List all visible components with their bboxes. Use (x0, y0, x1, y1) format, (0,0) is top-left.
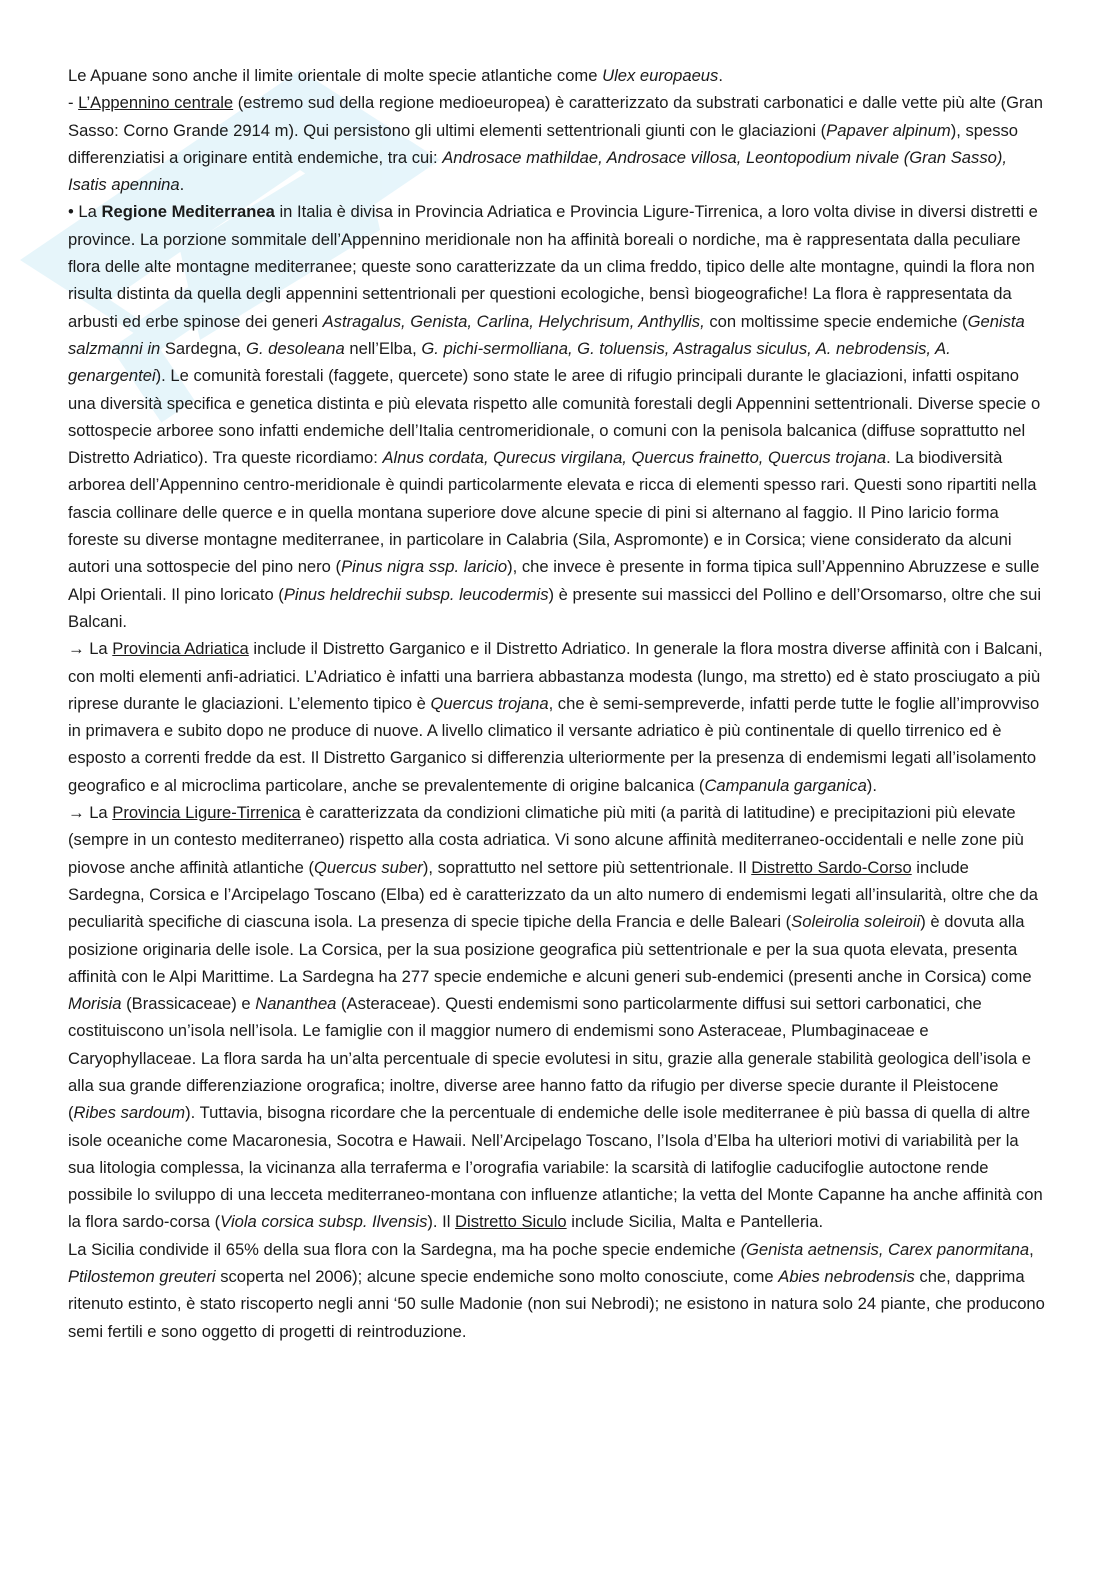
text-run: Nananthea (255, 994, 337, 1014)
text-run: L’Appennino centrale (78, 93, 234, 113)
text-run: Pinus heldrechii subsp. leucodermis (283, 584, 549, 604)
text-run: → La (68, 639, 113, 659)
text-run: ). (866, 775, 877, 795)
text-run: Soleirolia soleiroii (791, 912, 921, 932)
paragraph (68, 799, 1048, 1236)
text-run: Regione Mediterranea (101, 202, 275, 222)
text-run: Papaver alpinum (826, 120, 951, 140)
text-run: Campanula garganica (704, 775, 867, 795)
paragraph (68, 62, 1048, 89)
text-run: nell’Elba, (344, 338, 422, 358)
text-run: Alnus cordata, Qurecus virgilana, Quercus frainetto, Quercus trojana (382, 448, 887, 468)
text-run: include Sicilia, Malta e Pantelleria. (566, 1212, 824, 1232)
text-run: , (1029, 1239, 1034, 1259)
text-run: è caratterizzata da condizioni climatiche più miti (a parità di latitudine) e precipitazioni più elevate (sempre in un contesto mediterraneo) rispetto alla costa adriatica. Vi sono alcune affinità mediterraneo-occidentali e nelle zone più piovose anche affinità atlantiche ( (68, 803, 1024, 877)
text-run: include Sardegna, Corsica e l’Arcipelago Toscano (Elba) ed è caratterizzato da un alto numero di endemismi legati all’insularità, oltre che da peculiarità specifiche di ciascuna isola. La presenza di specie tipiche della Francia e delle Baleari ( (68, 857, 1039, 932)
text-run: Ribes sardoum (73, 1103, 186, 1123)
text-run: ) è presente sui massicci del Pollino e dell’Orsomarso, oltre che sui Balcani. (68, 584, 1042, 631)
text-run: . (179, 175, 185, 195)
text-run: Provincia Adriatica (112, 639, 249, 659)
text-run: • La (68, 202, 102, 222)
text-run: . La biodiversità arborea dell’Appennino centro-meridionale è quindi particolarmente elevata e ricca di elementi spesso rari. Questi sono ripartiti nella fascia collinare delle querce e in quella montana superiore dove alcune specie di pini si alternano al faggio. Il Pino laricio forma foreste su diverse montagne mediterranee, in particolare in Calabria (Sila, Aspromonte) e in Corsica; viene considerato da alcuni autori una sottospecie del pino nero ( (68, 448, 1037, 577)
text-run: Quercus trojana (430, 693, 549, 713)
text-run: ). Le comunità forestali (faggete, quercete) sono state le aree di rifugio principali durante le glaciazioni, infatti ospitano una diversità specifica e genetica distinta e più elevata rispetto alle comunità forestali degli Appennini settentrionali. Diverse specie o sottospecie arboree sono infatti endemiche dell’Italia centromeridionale, o comuni con la penisola balcanica (diffuse soprattutto nel Distretto Adriatico). Tra queste ricordiamo: (68, 366, 1041, 468)
text-run: Morisia (68, 994, 122, 1014)
text-run: Distretto Siculo (455, 1212, 567, 1232)
text-run: Abies nebrodensis (778, 1267, 915, 1287)
text-run: ), spesso differenziatisi a originare entità endemiche, tra cui: (68, 120, 1019, 167)
text-run: G. pichi-sermolliana, G. toluensis, Astragalus siculus, A. nebrodensis, A. genargentei (68, 338, 951, 386)
text-run: ). Tuttavia, bisogna ricordare che la percentuale di endemiche delle isole mediterranee è più bassa di quella di altre isole oceaniche come Macaronesia, Socotra e Hawaii. Nell’Arcipelago Toscano, l’Isola d’Elba ha ulteriori motivi di variabilità per la sua litologia complessa, la vicinanza alla terraferma e l’orografia variabile: la scarsità di latifoglie caducifoglie autoctone rende possibile lo sviluppo di una lecceta mediterraneo-montana con influenze atlantiche; la vetta del Monte Capanne ha anche affinità con la flora sardo-corsa ( (68, 1103, 1043, 1232)
paragraph (68, 198, 1048, 635)
text-run: Le Apuane sono anche il limite orientale di molte specie atlantiche come (68, 66, 603, 85)
paragraph (68, 635, 1048, 799)
text-run: Androsace mathildae, Androsace villosa, Leontopodium nivale (Gran Sasso), Isatis apennina (68, 147, 1007, 195)
text-run: Pinus nigra ssp. laricio (341, 557, 508, 577)
text-run: (Asteraceae). Questi endemismi sono particolarmente diffusi sui settori carbonatici, che costituiscono un’isola nell’isola. Le famiglie con il maggior numero di endemismi sono Asteraceae, Plumbaginaceae e Caryophyllaceae. La flora sarda ha un’alta percentuale di specie evolutesi in situ, grazie alla generale stabilità geologica dell’isola e alla sua grande differenziazione orografica; inoltre, diverse aree hanno fatto da rifugio per diverse specie durante il Pleistocene ( (68, 994, 1032, 1123)
text-run: ). Il (427, 1212, 456, 1232)
text-run: scoperta nel 2006); alcune specie endemiche sono molto conosciute, come (215, 1267, 779, 1287)
text-run: Sardegna, (160, 338, 247, 358)
text-run: . (718, 66, 723, 85)
text-run: Ptilostemon greuteri (68, 1267, 216, 1287)
text-run: con moltissime specie endemiche ( (704, 311, 968, 331)
paragraph (68, 89, 1048, 198)
text-run: (estremo sud della regione medioeuropea) è caratterizzato da substrati carbonatici e dalle vette più alte (Gran Sasso: Corno Grande 2914 m). Qui persistono gli ultimi elementi settentrionali giunti con le glaciazioni ( (68, 93, 1043, 140)
text-run: Distretto Sardo-Corso (751, 857, 912, 877)
text-run: G. desoleana (246, 338, 345, 358)
text-run: Ulex europaeus (602, 66, 719, 85)
text-run: (Genista aetnensis, Carex panormitana (740, 1239, 1030, 1259)
text-run: ), che invece è presente in forma tipica sull’Appennino Abruzzese e sulle Alpi Orientali. Il pino loricato ( (68, 557, 1040, 604)
paragraph (68, 1236, 1048, 1345)
text-run: → La (68, 803, 113, 823)
text-run: Astragalus, Genista, Carlina, Helychrisum, Anthyllis, (322, 311, 705, 331)
text-run: (Brassicaceae) e (121, 994, 256, 1014)
text-run: Viola corsica subsp. Ilvensis (220, 1212, 428, 1232)
text-run: ) è dovuta alla posizione originaria delle isole. La Corsica, per la sua posizione geografica più settentrionale e per la sua quota elevata, presenta affinità con le Alpi Marittime. La Sardegna ha 277 specie endemiche e alcuni generi sub-endemici (presenti anche in Corsica) come (68, 912, 1032, 986)
text-run: La Sicilia condivide il 65% della sua flora con la Sardegna, ma ha poche specie endemiche (68, 1239, 741, 1259)
document-body (68, 62, 1048, 1345)
text-run: Provincia Ligure-Tirrenica (112, 803, 301, 823)
text-run: include il Distretto Garganico e il Distretto Adriatico. In generale la flora mostra diverse affinità con i Balcani, con molti elementi anfi-adriatici. L’Adriatico è infatti una barriera abbastanza modesta (lungo, ma stretto) ed è stato prosciugato a più riprese durante le glaciazioni. L’elemento tipico è (68, 639, 1043, 713)
text-run: Genista salzmanni in (68, 311, 1025, 358)
text-run: Quercus suber (314, 857, 423, 877)
text-run: - (68, 93, 79, 113)
text-run: che, dapprima ritenuto estinto, è stato riscoperto negli anni ‘50 sulle Madonie (non sui Nebrodi); ne esistono in natura solo 24 piante, che producono semi fertili e sono oggetto di progetti di reintroduzione. (68, 1267, 1045, 1341)
text-run: ), soprattutto nel settore più settentrionale. Il (422, 857, 752, 877)
text-run: , che è semi-sempreverde, infatti perde tutte le foglie all’improvviso in primavera e subito dopo ne produce di nuove. A livello climatico il versante adriatico è più continentale di quello tirrenico ed è esposto a correnti fredde da est. Il Distretto Garganico si differenzia ulteriormente per la presenza di endemismi legati all’isolamento geografico e al microclima particolare, anche se prevalentemente di origine balcanica ( (68, 693, 1040, 795)
text-run: in Italia è divisa in Provincia Adriatica e Provincia Ligure-Tirrenica, a loro volta divise in diversi distretti e province. La porzione sommitale dell’Appennino meridionale non ha affinità boreali o nordiche, ma è rappresentata dalla peculiare flora delle alte montagne mediterranee; queste sono caratterizzate da un clima freddo, tipico delle alte montagne, quindi la flora non risulta distinta da quella degli appennini settentrionali per questioni ecologiche, bensì biogeografiche! La flora è rappresentata da arbusti ed erbe spinose dei generi (68, 202, 1038, 331)
